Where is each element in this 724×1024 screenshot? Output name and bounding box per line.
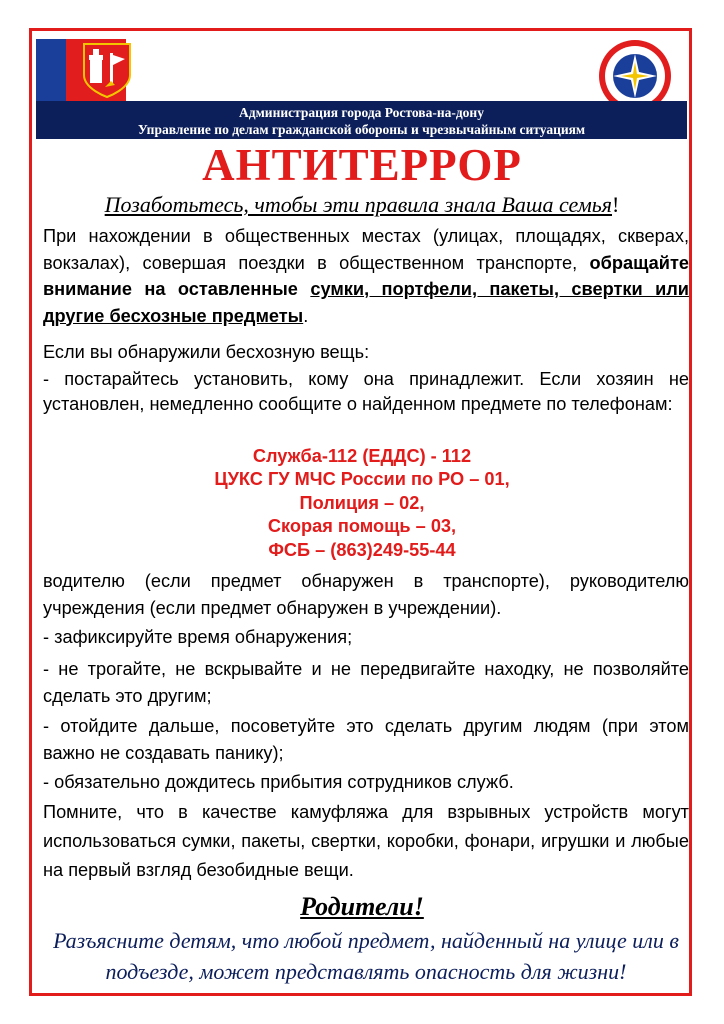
rule-item: - отойдите дальше, посоветуйте это сделать другим людям (при этом важно не создавать панику); [43,716,689,763]
phone-item: Полиция – 02, [299,492,425,513]
rule-item: - не трогайте, не вскрывайте и не передвигайте находку, не позволяйте сделать это другим; [43,659,689,706]
closing-text: Разъясните детям, что любой предмет, найденный на улице или в подъезде, может представлять опасность для жизни! [53,928,679,984]
intro-bold: обращайте внимание на оставленные [43,252,689,299]
rule-item: - зафиксируйте время обнаружения; [43,627,353,647]
page-subtitle [0,192,724,218]
intro-paragraph [43,223,689,329]
phone-item: ЦУКС ГУ МЧС России по РО – 01, [214,469,510,490]
remember-text: Помните, что в качестве камуфляжа для взрывных устройств могут использоваться сумки, пакеты, свертки, коробки, фонари, игрушки и любые на первый взгляд безобидные вещи. [43,802,689,880]
driver-text: водителю (если предмет обнаружен в транспорте), руководителю учреждения (если предмет обнаружен в учреждении). [43,571,689,618]
intro-end: . [303,305,309,326]
phone-item: Скорая помощь – 03, [267,516,457,537]
intro-underlined: сумки, портфели, пакеты, свертки или другие бесхозные предметы [43,279,689,326]
parents-heading: Родители! [300,892,424,921]
page-title: АНТИТЕРРОР [202,140,522,190]
establish-text: - постарайтесь установить, кому она принадлежит. Если хозяин не установлен, немедленно сообщите о найденном предмете по телефонам: [43,369,689,414]
phone-item: Служба-112 (ЕДДС) - 112 [252,446,472,466]
crest-icon [81,41,133,99]
rostov-flag-icon [36,39,126,101]
subtitle-end: ! [612,192,620,217]
header-banner [36,101,687,139]
phone-list [0,445,724,562]
header-line1: Администрация города Ростова-на-дону [239,105,484,120]
rule-item: - обязательно дождитесь прибытия сотрудников служб. [43,772,514,792]
header-line2: Управление по делам гражданской обороны и чрезвычайным ситуациям [137,122,586,137]
intro-text: При нахождении в общественных местах (улицах, площадях, скверах, вокзалах), совершая поездки в общественном транспорте, [43,226,689,273]
found-text: Если вы обнаружили бесхозную вещь: [43,342,370,362]
subtitle-text: Позаботьтесь, чтобы эти правила знала Ваша семья [104,192,612,217]
phone-item: ФСБ – (863)249-55-44 [268,539,456,560]
